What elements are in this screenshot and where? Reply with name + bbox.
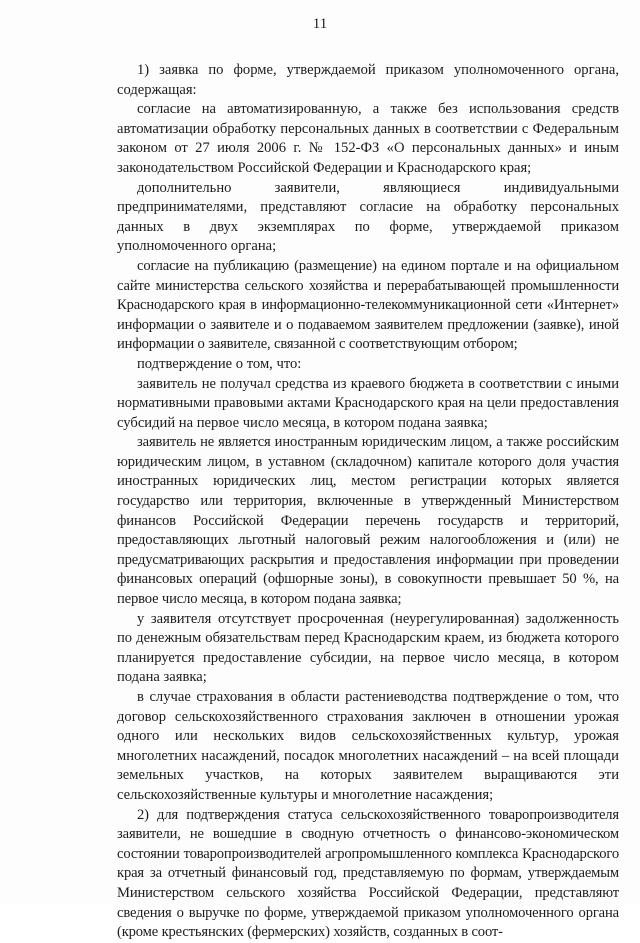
paragraph-no-overdue-debt: у заявителя отсутствует просроченная (неурегулированная) задолженность по денежным обязательствам перед Краснодарским краем, из бюджета которого планируется предоставление субсидии, на первое число месяца, в котором подана заявка; (117, 610, 619, 686)
page-number: 11 (312, 16, 328, 32)
document-body (117, 61, 619, 943)
paragraph-entrepreneurs-consent: дополнительно заявители, являющиеся индивидуальными предпринимателями, представляют согласие на обработку персональных данных в двух экземплярах по форме, утверждаемой приказом уполномоченного органа; (117, 179, 619, 255)
paragraph-confirmation-intro: подтверждение о том, что: (137, 355, 302, 372)
paragraph-crop-insurance: в случае страхования в области растениеводства подтверждение о том, что договор сельскохозяйственного страхования заключен в отношении урожая одного или нескольких видов сельскохозяйственных культур, урожая многолетних насаждений, посадок многолетних насаждений – на всей площади земельных участков, на которых заявителем выращиваются эти сельскохозяйственные культуры и многолетние насаждения; (117, 689, 619, 803)
paragraph-application-form: 1) заявка по форме, утверждаемой приказом уполномоченного органа, содержащая: (117, 62, 619, 98)
paragraph-producer-status: 2) для подтверждения статуса сельскохозяйственного товаропроизводителя заявители, не вошедшие в сводную отчетность о финансово-экономическом состоянии товаропроизводителей агропромышленного комплекса Краснодарского края за отчетный финансовый год, представляемую по формам, утверждаемым Министерством сельского хозяйства Российской Федерации, представляют сведения о выручке по форме, утверждаемой приказом уполномоченного органа (кроме крестьянских (фермерских) хозяйств, созданных в соот- (117, 806, 619, 941)
paragraph-publication-consent: согласие на публикацию (размещение) на едином портале и на официальном сайте министерства сельского хозяйства и перерабатывающей промышленности Краснодарского края в информационно-телекоммуникационной сети «Интернет» информации о заявителе и о подаваемом заявителем предложении (заявке), иной информации о заявителе, связанной с соответствующим отбором; (117, 257, 619, 353)
paragraph-personal-data-consent: согласие на автоматизированную, а также без использования средств автоматизации обработку персональных данных в соответствии с Федеральным законом от 27 июля 2006 г. № 152-ФЗ «О персональных данных» и иным законодательством Российской Федерации и Краснодарского края; (117, 101, 619, 176)
paragraph-no-regional-funds: заявитель не получал средства из краевого бюджета в соответствии с иными нормативными правовыми актами Краснодарского края на цели предоставления субсидий на первое число месяца, в котором подана заявка; (117, 375, 619, 431)
paragraph-not-foreign-entity: заявитель не является иностранным юридическим лицом, а также российским юридическим лицом, в уставном (складочном) капитале которого доля участия иностранных юридических лиц, местом регистрации которых является государство или территория, включенные в утвержденный Министерством финансов Российской Федерации перечень государств и территорий, предоставляющих льготный налоговый режим налогообложения и (или) не предусматривающих раскрытия и предоставления информации при проведении финансовых операций (офшорные зоны), в совокупности превышает 50 %, на первое число месяца, в котором подана заявка; (117, 434, 619, 608)
